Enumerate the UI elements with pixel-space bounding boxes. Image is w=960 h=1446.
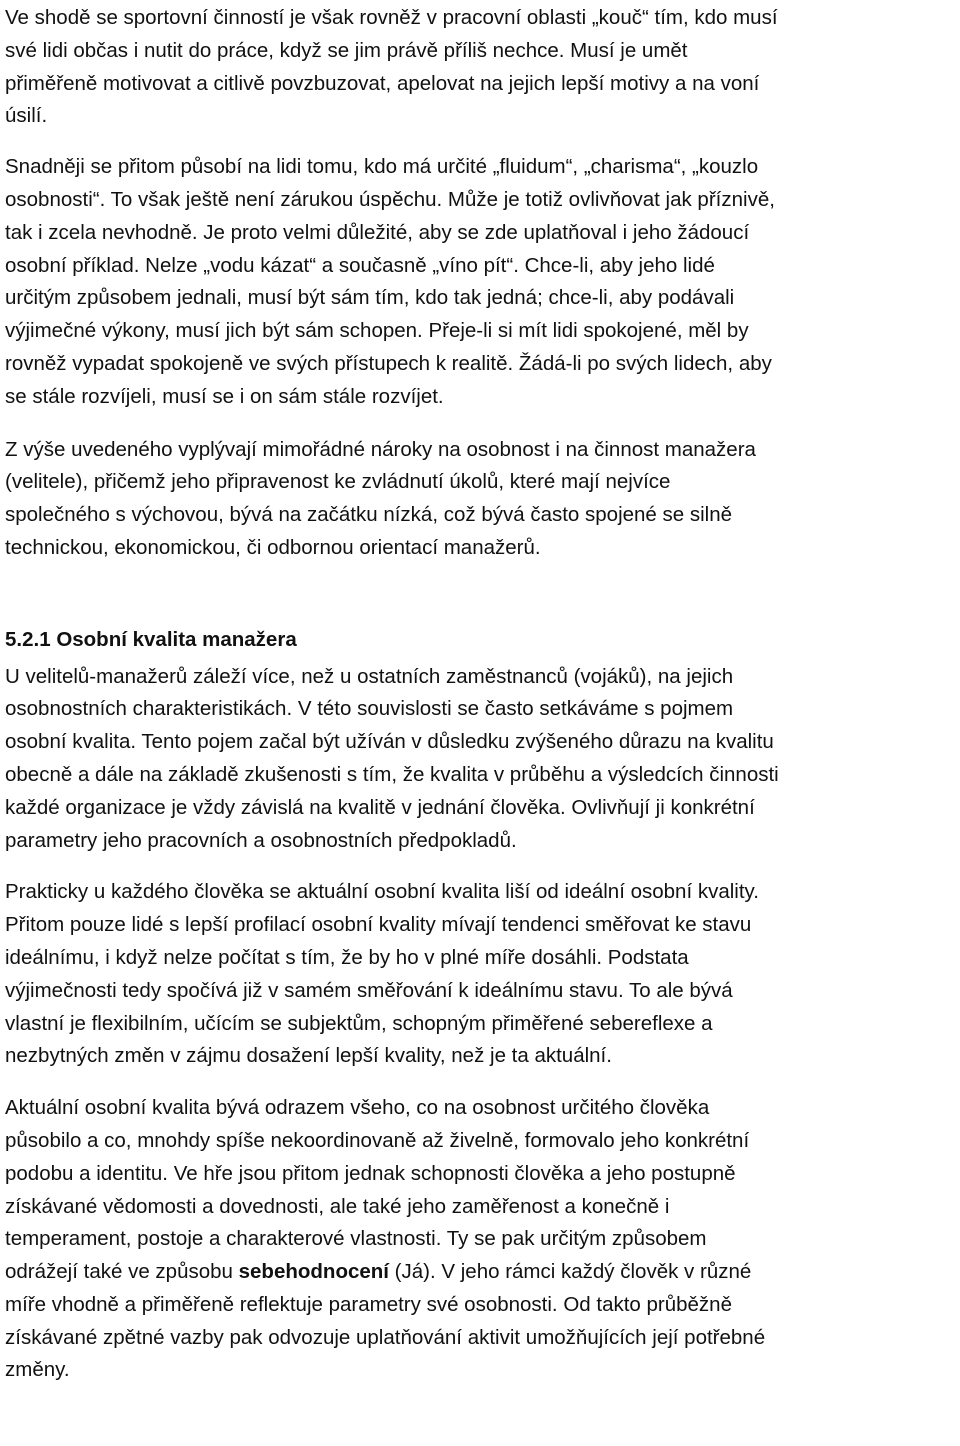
text-line: (velitele), přičemž jeho připravenost ke zvládnutí úkolů, které mají nejvíce (5, 470, 671, 494)
text-line: temperament, postoje a charakterové vlastnosti. Ty se pak určitým způsobem (5, 1227, 707, 1251)
text-line: společného s výchovou, bývá na začátku nízká, což bývá často spojené se silně (5, 503, 733, 527)
text-line: U velitelů-manažerů záleží více, než u ostatních zaměstnanců (vojáků), na jejich (5, 664, 734, 688)
section-title: Osobní kvalita manažera (56, 627, 297, 651)
text-line: výjimečnosti tedy spočívá již v samém směřování k ideálnímu stavu. To ale bývá (5, 978, 733, 1002)
bold-term: sebehodnocení (238, 1260, 389, 1284)
text-line: své lidi občas i nutit do práce, když se jim právě příliš nechce. Musí je umět (5, 38, 688, 62)
text-line: Přitom pouze lidé s lepší profilací osobní kvality mívají tendenci směřovat ke stavu (5, 913, 752, 937)
text-line: podobu a identitu. Ve hře jsou přitom jednak schopnosti člověka a jeho postupně (5, 1161, 736, 1185)
text-line: obecně a dále na základě zkušenosti s tím, že kvalita v průběhu a výsledcích činnosti (5, 762, 779, 786)
text-line: osobnosti“. To však ještě není zárukou úspěchu. Může je totiž ovlivňovat jak příznivě, (5, 187, 775, 211)
paragraph-self-assessment (5, 1092, 955, 1387)
text-line: získávané vědomosti a dovednosti, ale také jeho zaměřenost a konečně i (5, 1194, 670, 1218)
text-line: osobní příklad. Nelze „vodu kázat“ a současně „víno pít“. Chce-li, aby jeho lidé (5, 253, 715, 277)
text-line: Z výše uvedeného vyplývají mimořádné nároky na osobnost i na činnost manažera (5, 437, 756, 461)
text-line: každé organizace je vždy závislá na kvalitě v jednání člověka. Ovlivňují ji konkrétní (5, 795, 755, 819)
document-page (5, 0, 955, 1387)
text-line: rovněž vypadat spokojeně ve svých přístupech k realitě. Žádá-li po svých lidech, aby (5, 351, 772, 375)
text-line: osobní kvalita. Tento pojem začal být užíván v důsledku zvýšeného důrazu na kvalitu (5, 730, 774, 754)
text-fragment: odrážejí také ve způsobu (5, 1260, 239, 1284)
text-fragment: (Já). V jeho rámci každý člověk v různé (388, 1260, 752, 1284)
text-line: míře vhodně a přiměřeně reflektuje parametry své osobnosti. Od takto průběžně (5, 1292, 732, 1316)
text-line: vlastní je flexibilním, učícím se subjektům, schopným přiměřené sebereflexe a (5, 1011, 713, 1035)
text-line: Aktuální osobní kvalita bývá odrazem všeho, co na osobnost určitého člověka (5, 1096, 710, 1120)
paragraph-coach-motivation (5, 2, 955, 133)
section-heading (5, 624, 955, 657)
text-line-with-bold (5, 1256, 955, 1289)
text-line: působilo a co, mnohdy spíše nekoordinovaně až živelně, formovalo jeho konkrétní (5, 1128, 750, 1152)
text-line: přiměřeně motivovat a citlivě povzbuzovat, apelovat na jejich lepší motivy a na voní (5, 71, 760, 95)
text-line: osobnostních charakteristikách. V této souvislosti se často setkáváme s pojmem (5, 697, 734, 721)
text-line: získávané zpětné vazby pak odvozuje uplatňování aktivit umožňujících její potřebné (5, 1325, 766, 1349)
text-line: určitým způsobem jednali, musí být sám tím, kdo tak jedná; chce-li, aby podávali (5, 286, 735, 310)
paragraph-personal-quality (5, 661, 955, 858)
text-line: parametry jeho pracovních a osobnostních předpokladů. (5, 828, 517, 852)
text-line: výjimečné výkony, musí jich být sám schopen. Přeje-li si mít lidi spokojené, měl by (5, 319, 749, 343)
text-line: úsilí. (5, 104, 48, 128)
text-line: tak i zcela nevhodně. Je proto velmi důležité, aby se zde uplatňoval i jeho žádoucí (5, 220, 750, 244)
text-line: Ve shodě se sportovní činností je však rovněž v pracovní oblasti „kouč“ tím, kdo musí (5, 6, 778, 29)
text-line: Prakticky u každého člověka se aktuální osobní kvalita liší od ideální osobní kvality. (5, 880, 759, 904)
section-number: 5.2.1 (5, 627, 51, 651)
paragraph-demands (5, 434, 955, 565)
text-line: se stále rozvíjeli, musí se i on sám stále rozvíjet. (5, 384, 444, 408)
text-line: nezbytných změn v zájmu dosažení lepší kvality, než je ta aktuální. (5, 1044, 612, 1068)
text-line: změny. (5, 1358, 70, 1382)
text-line: ideálnímu, i když nelze počítat s tím, že by ho v plné míře dosáhli. Podstata (5, 945, 689, 969)
text-line: Snadněji se přitom působí na lidi tomu, kdo má určité „fluidum“, „charisma“, „kouzlo (5, 155, 759, 179)
paragraph-actual-vs-ideal (5, 876, 955, 1073)
paragraph-charisma (5, 151, 955, 413)
text-line: technickou, ekonomickou, či odbornou orientací manažerů. (5, 535, 541, 559)
